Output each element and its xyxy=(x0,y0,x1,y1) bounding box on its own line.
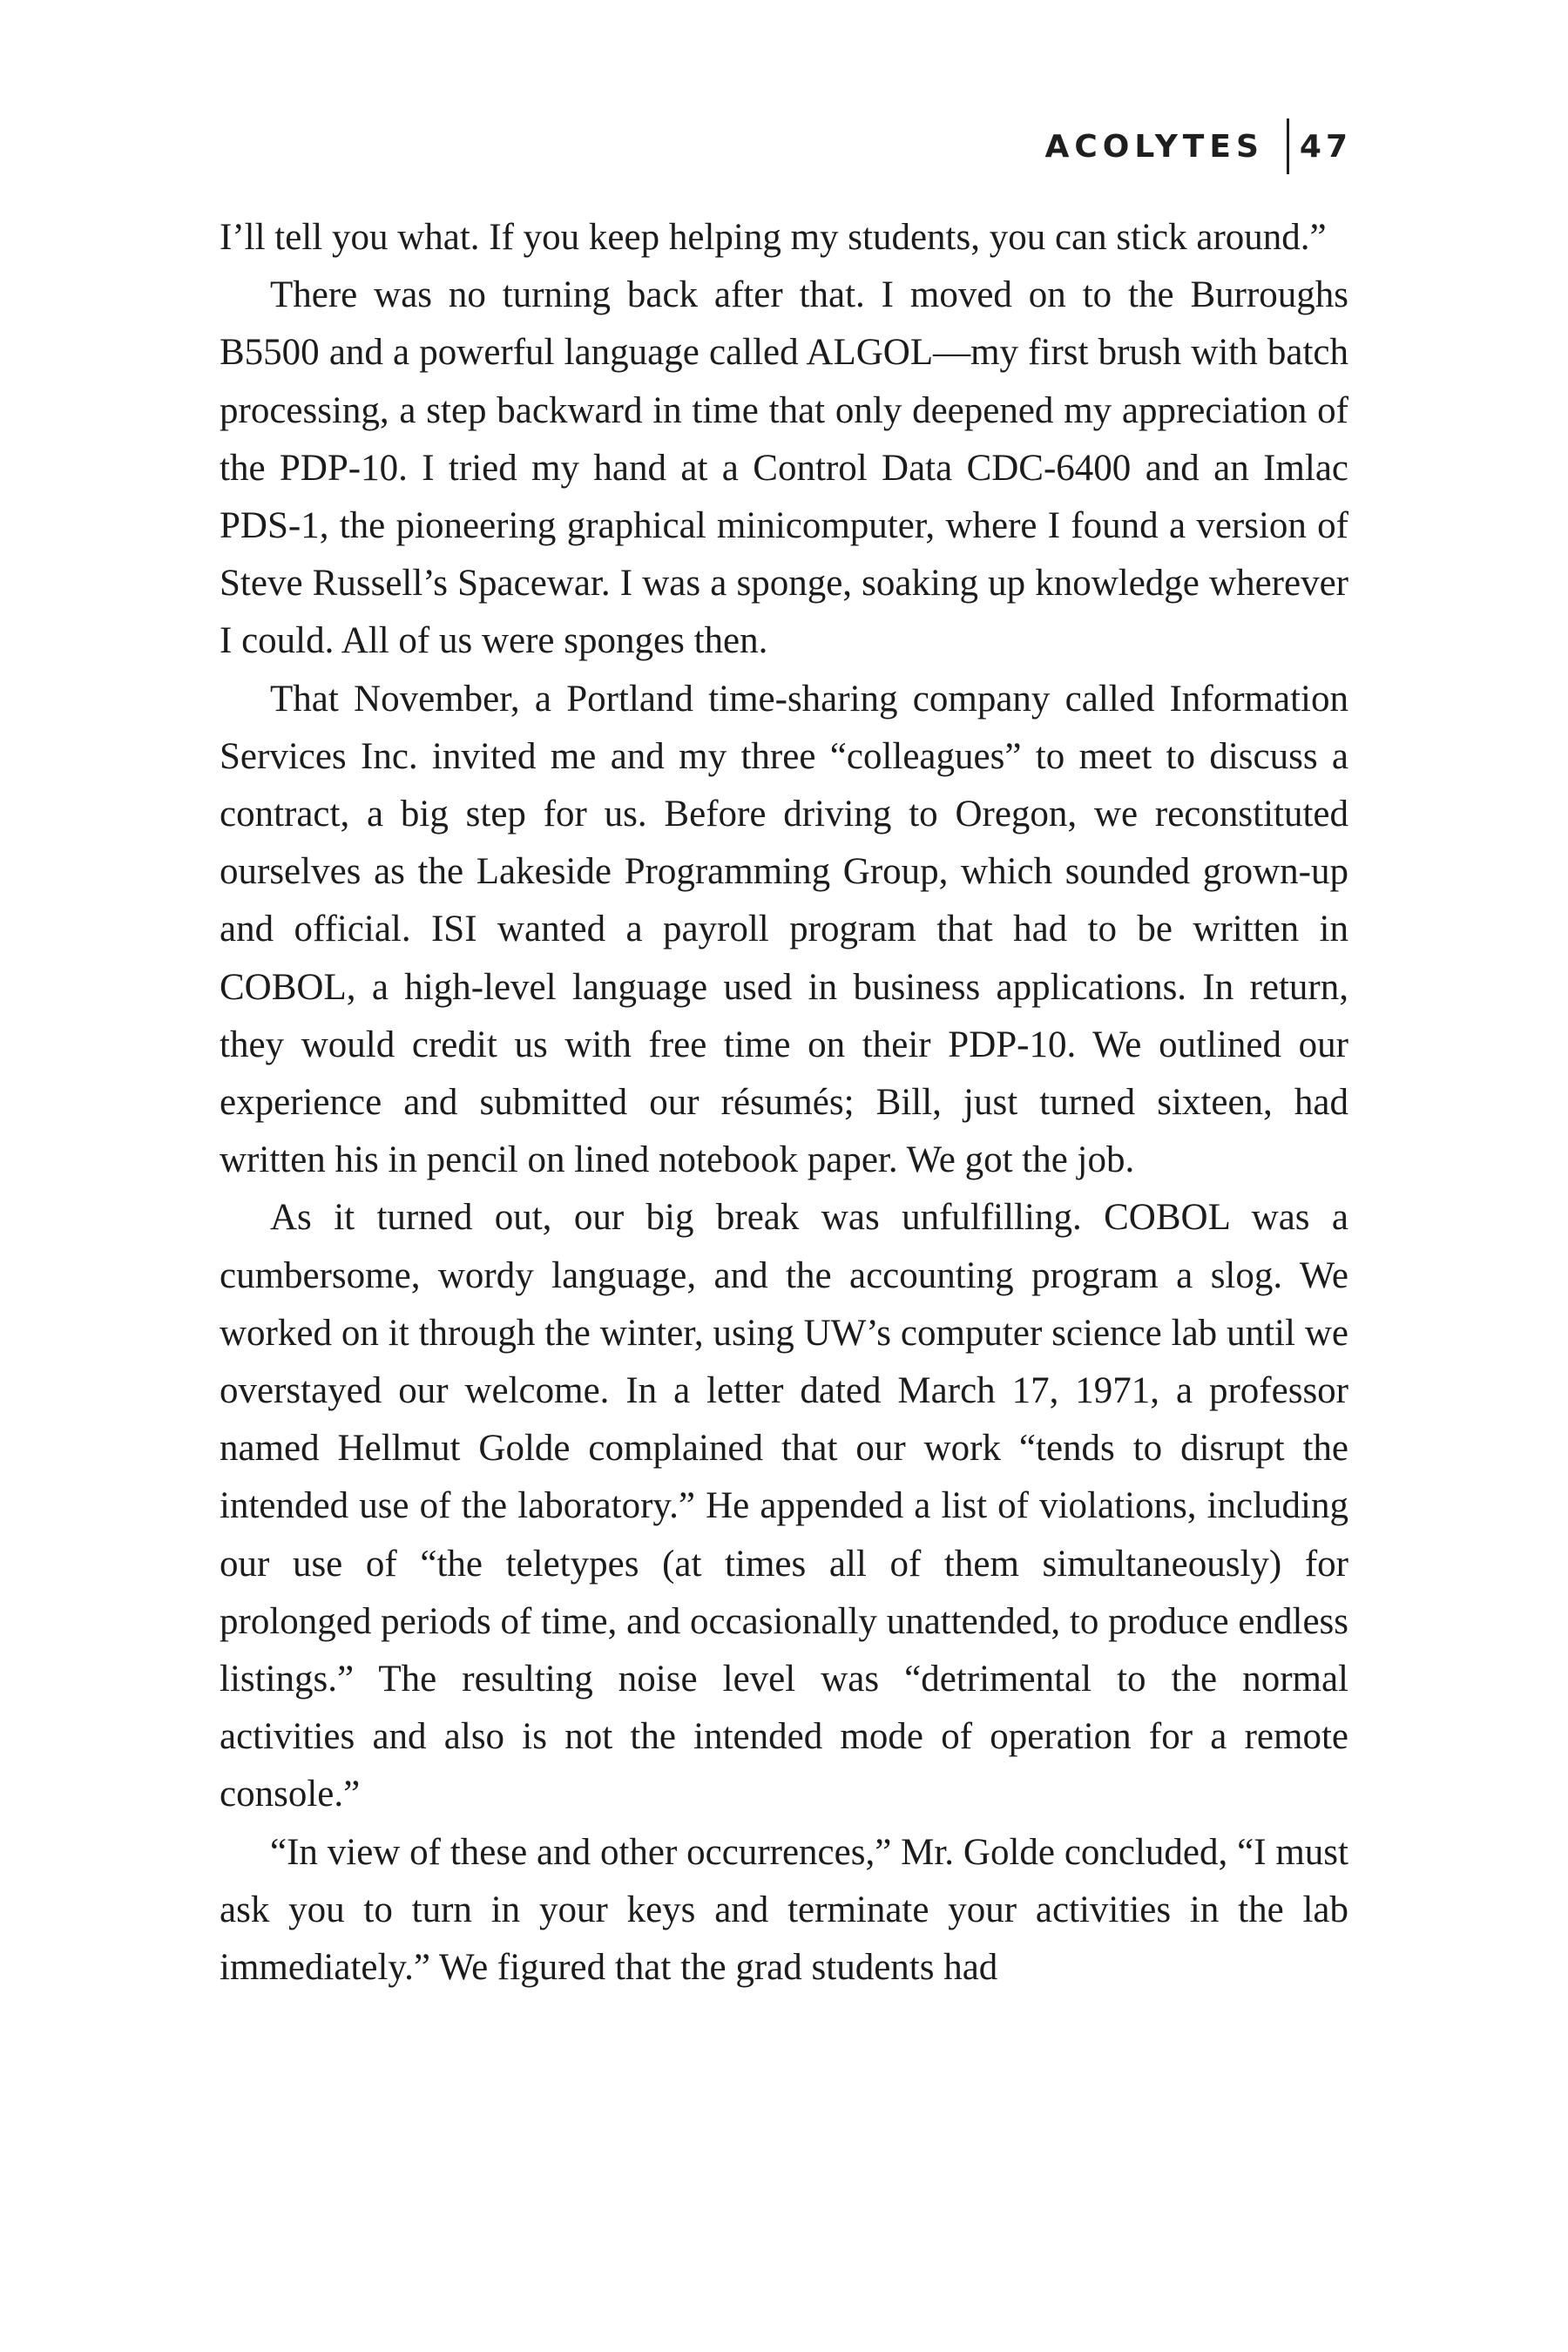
paragraph-continuation: I’ll tell you what. If you keep helping my students, you can stick around.” xyxy=(220,217,1327,258)
running-head-title: ACOLYTES xyxy=(1044,128,1264,165)
running-head-divider xyxy=(1287,118,1289,174)
page-number: 47 xyxy=(1299,128,1352,165)
paragraph-november-contract: That November, a Portland time-sharing company called Information Services Inc. invited me and my three “colleagues” to meet to discuss a contract, a big step for us. Before driving to Oregon, we reconstituted ourselves as the Lakeside Programming Group, which sounded grown-up and official. ISI wanted a payroll program that had to be written in COBOL, a high-level language used in business applications. In return, they would credit us with free time on their PDP-10. We outlined our experience and submitted our résumés; Bill, just turned sixteen, had written his in pencil on lined notebook paper. We got the job. xyxy=(220,678,1348,1181)
body-text xyxy=(220,209,1348,1997)
running-head xyxy=(1045,120,1352,172)
paragraph-cobol-break: As it turned out, our big break was unfulfilling. COBOL was a cumbersome, wordy language, and the accounting program a slog. We worked on it through the winter, using UW’s computer science lab until we overstayed our welcome. In a letter dated March 17, 1971, a professor named Hellmut Golde complained that our work “tends to disrupt the intended use of the laboratory.” He appended a list of violations, including our use of “the teletypes (at times all of them simultaneously) for prolonged periods of time, and occasionally unattended, to produce endless listings.” The resulting noise level was “detrimental to the normal activities and also is not the intended mode of operation for a remote console.” xyxy=(220,1197,1348,1815)
paragraph-golde-conclusion: “In view of these and other occurrences,” Mr. Golde concluded, “I must ask you to turn in your keys and terminate your activities in the lab immediately.” We figured that the grad students had xyxy=(220,1831,1348,1989)
paragraph-burroughs: There was no turning back after that. I moved on to the Burroughs B5500 and a powerful language called ALGOL—my first brush with batch processing, a step backward in time that only deepened my appreciation of the PDP-10. I tried my hand at a Control Data CDC-6400 and an Imlac PDS-1, the pioneering graphical minicomputer, where I found a version of Steve Russell’s Spacewar. I was a sponge, soaking up knowledge wherever I could. All of us were sponges then. xyxy=(220,274,1348,662)
